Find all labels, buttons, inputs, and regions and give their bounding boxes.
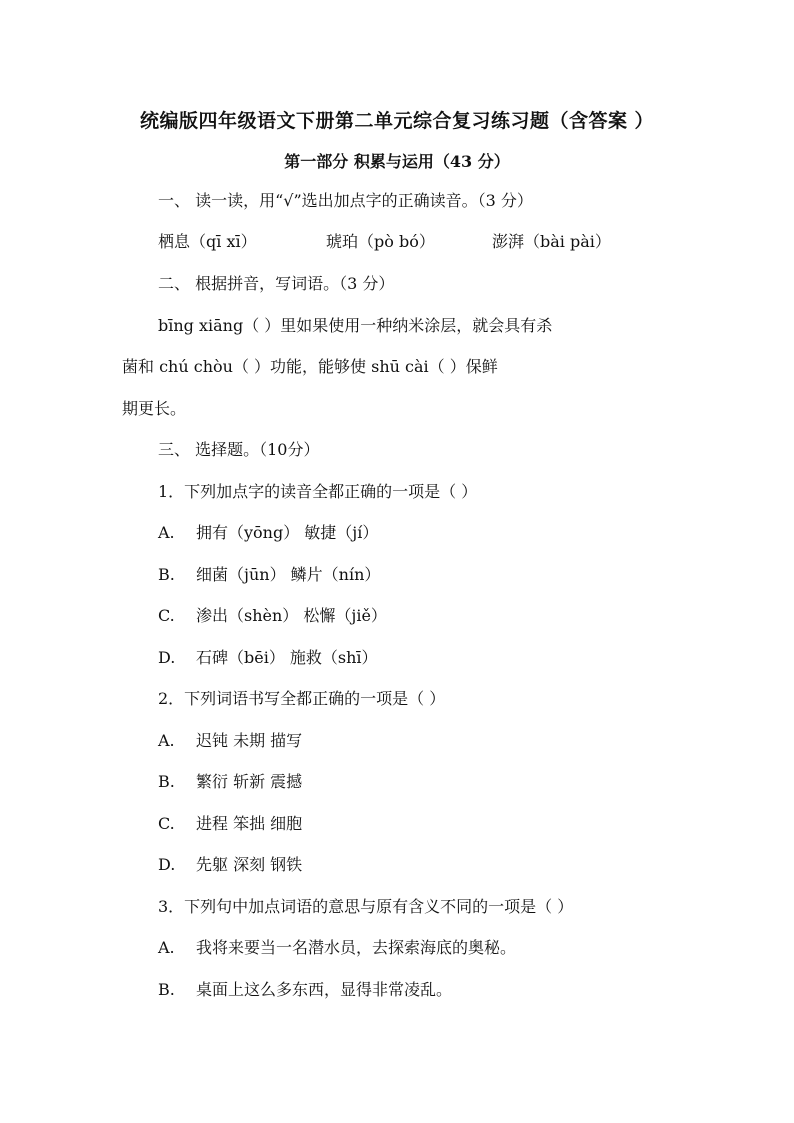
option-letter: B. — [158, 980, 175, 999]
question1-option-a — [158, 523, 378, 543]
option-text: 细菌（jūn） 鳞片（nín） — [196, 565, 381, 584]
section2-heading: 二、 根据拼音，写词语。（3 分） — [158, 274, 395, 293]
section1-item: 澎湃（bài pài） — [492, 232, 611, 251]
option-text: 桌面上这么多东西，显得非常凌乱。 — [196, 980, 453, 999]
option-text: 渗出（shèn） 松懈（jiě） — [196, 606, 387, 625]
question1-option-c — [158, 606, 387, 626]
question2-option-d — [158, 855, 302, 875]
option-letter: D. — [158, 648, 176, 667]
section2-paragraph-line: bīng xiāng（ ）里如果使用一种纳米涂层，就会具有杀 — [158, 316, 553, 335]
question1-stem: 1．下列加点字的读音全都正确的一项是（ ） — [158, 482, 478, 501]
question3-option-a — [158, 938, 516, 958]
option-text: 进程 笨拙 细胞 — [196, 814, 303, 833]
option-letter: D. — [158, 855, 176, 874]
question2-option-c — [158, 814, 302, 834]
option-text: 繁衍 斩新 震撼 — [196, 772, 303, 791]
question1-option-d — [158, 648, 378, 668]
option-letter: A. — [158, 523, 175, 542]
question2-stem: 2．下列词语书写全都正确的一项是（ ） — [158, 689, 446, 708]
option-letter: B. — [158, 565, 175, 584]
question3-option-b — [158, 980, 452, 1000]
option-letter: A. — [158, 938, 175, 957]
question2-option-b — [158, 772, 302, 792]
section2-paragraph-line: 菌和 chú chòu（ ）功能，能够使 shū cài（ ）保鲜 — [122, 357, 498, 376]
document-title: 统编版四年级语文下册第二单元综合复习练习题（含答案 ） — [139, 110, 655, 132]
section3-heading: 三、 选择题。（10分） — [158, 440, 320, 459]
section1-heading: 一、 读一读，用“√”选出加点字的正确读音。（3 分） — [158, 191, 533, 210]
section1-item: 栖息（qī xī） — [158, 232, 257, 251]
option-letter: A. — [158, 731, 175, 750]
part1-heading: 第一部分 积累与运用（43 分） — [284, 152, 510, 171]
option-letter: C. — [158, 814, 175, 833]
option-text: 拥有（yōng） 敏捷（jí） — [196, 523, 379, 542]
option-text: 石碑（bēi） 施救（shī） — [196, 648, 378, 667]
option-letter: B. — [158, 772, 175, 791]
section2-paragraph-line: 期更长。 — [122, 399, 187, 418]
option-text: 先躯 深刻 钢铁 — [196, 855, 303, 874]
option-letter: C. — [158, 606, 175, 625]
question3-stem: 3．下列句中加点词语的意思与原有含义不同的一项是（ ） — [158, 897, 574, 916]
question2-option-a — [158, 731, 302, 751]
section1-item: 琥珀（pò bó） — [326, 232, 435, 251]
option-text: 我将来要当一名潜水员，去探索海底的奥秘。 — [196, 938, 517, 957]
option-text: 迟钝 未期 描写 — [196, 731, 303, 750]
question1-option-b — [158, 565, 380, 585]
